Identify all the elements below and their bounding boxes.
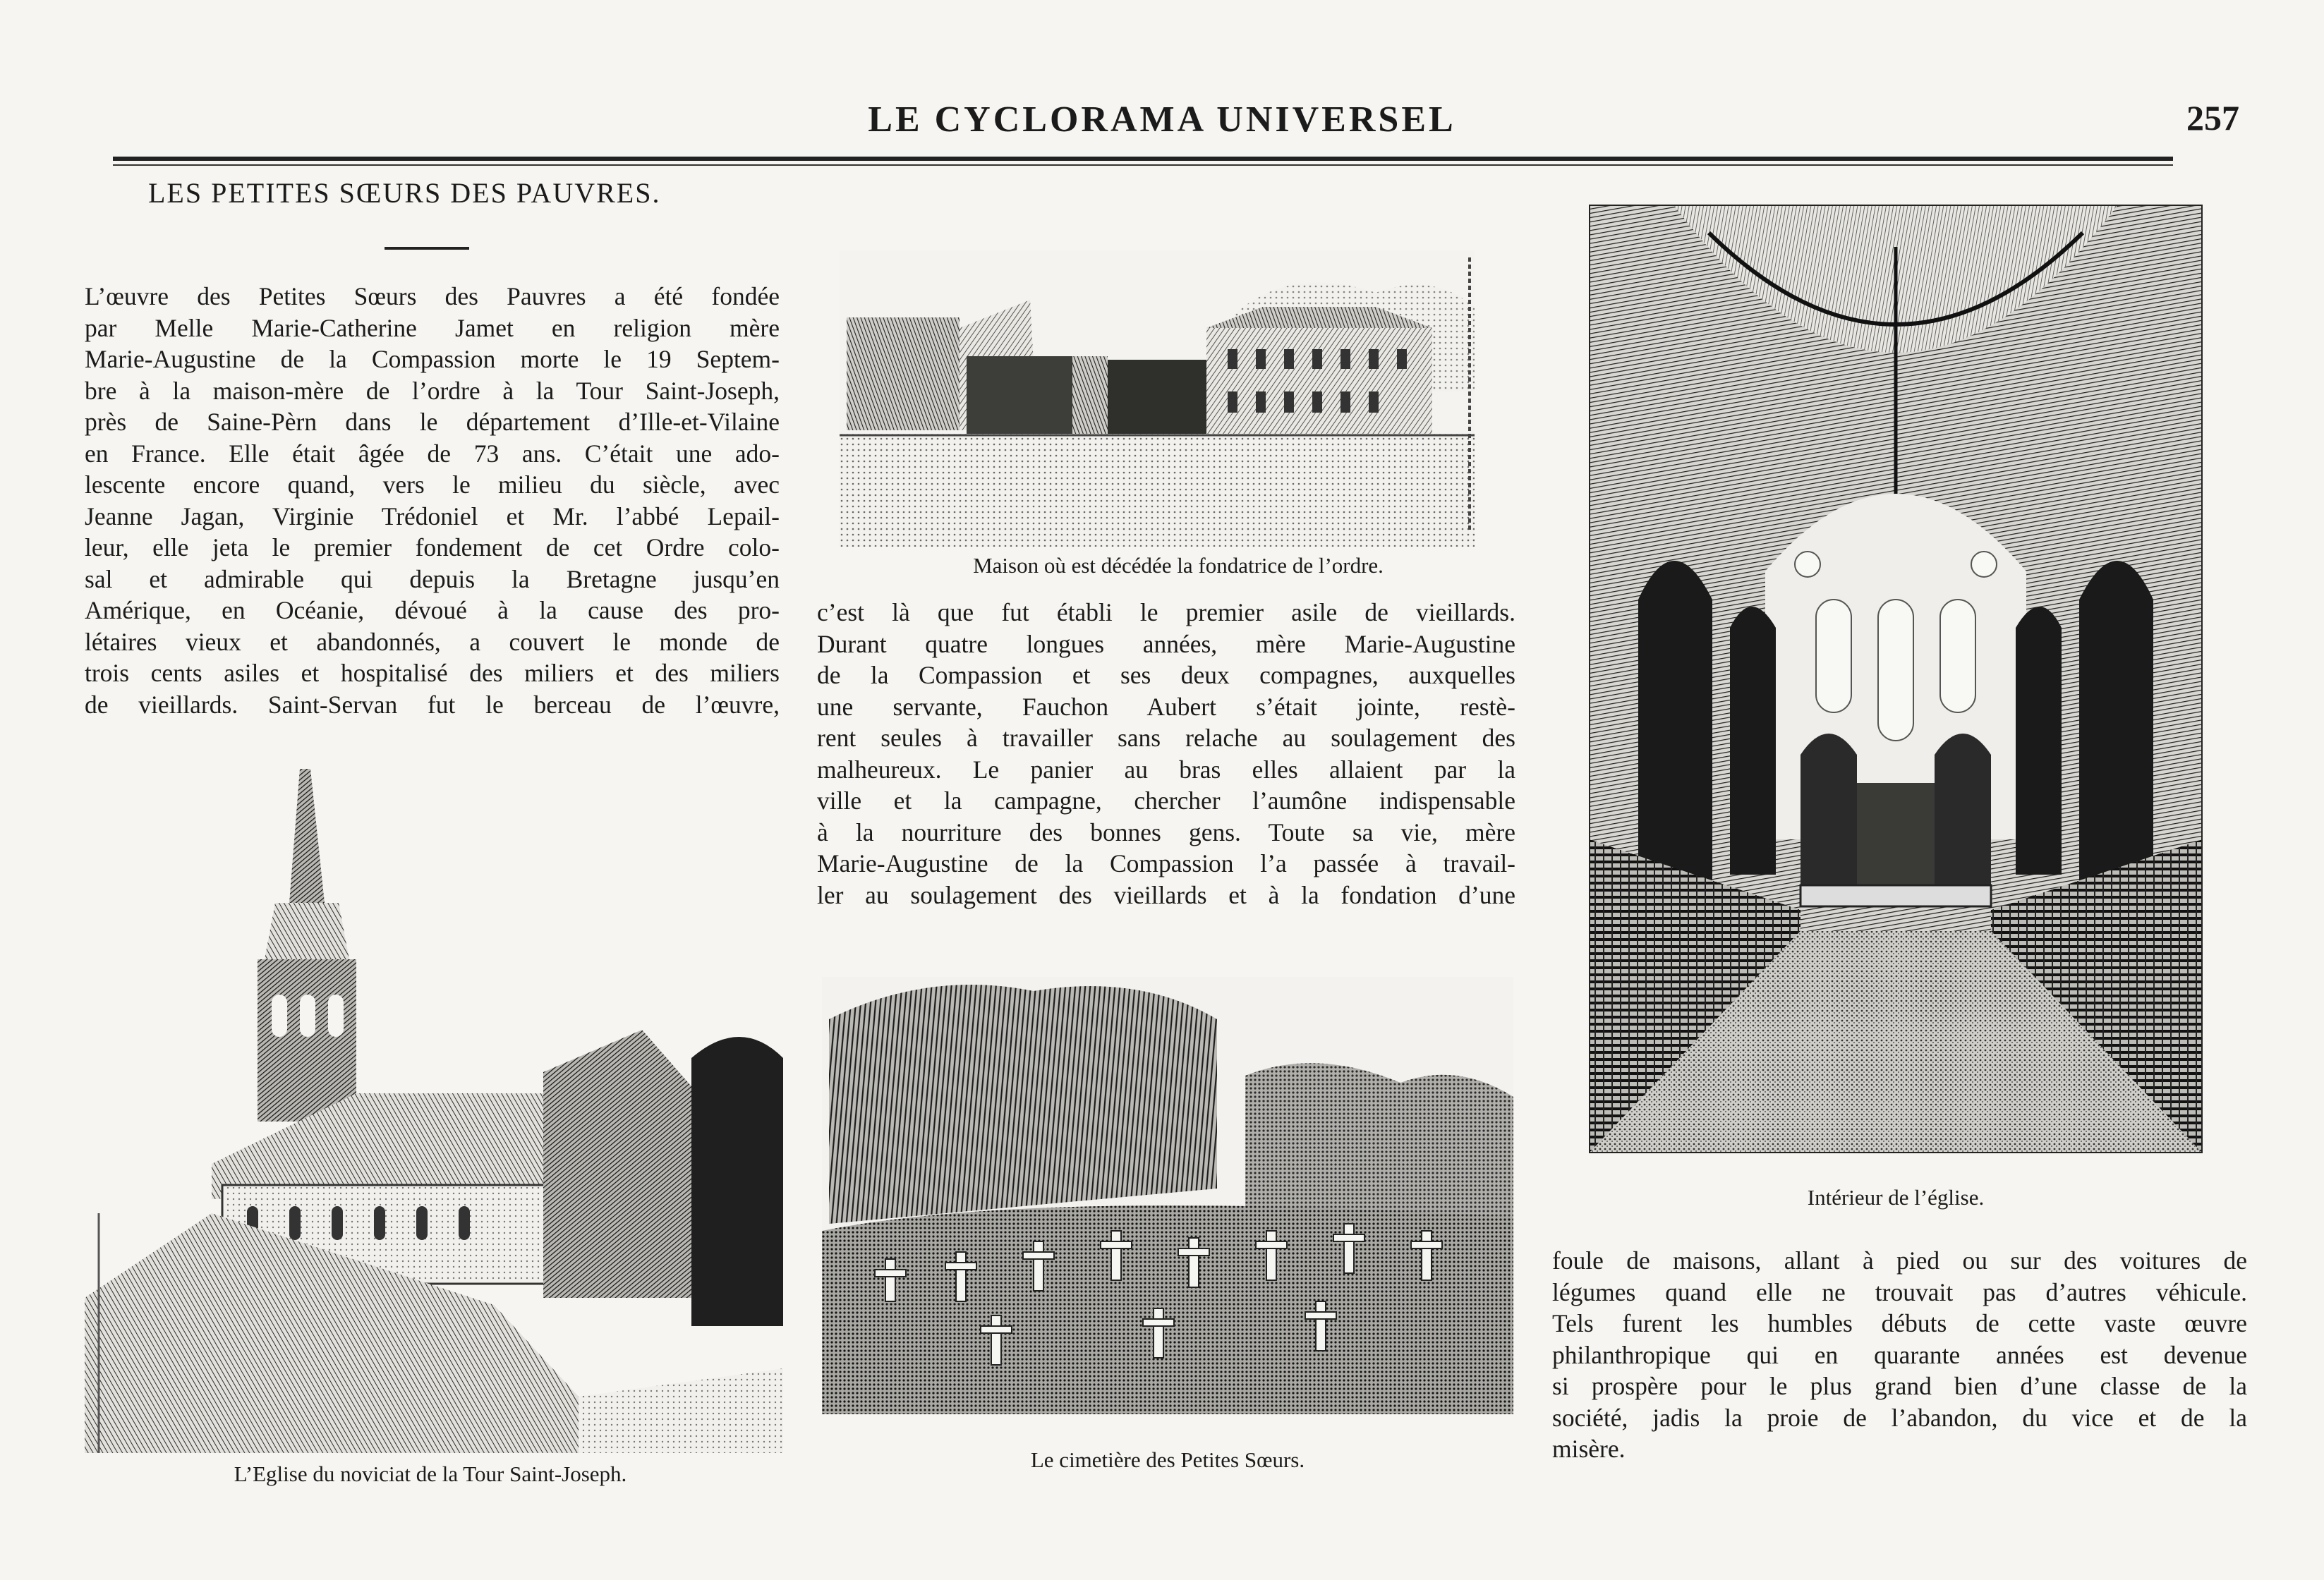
text-column-3 — [1552, 1245, 2247, 1465]
text-line: bre à la maison-mère de l’ordre à la Tour Saint-Joseph, — [85, 376, 780, 405]
text-line: une servante, Fauchon Aubert s’était jointe, restè- — [817, 692, 1515, 721]
page-number: 257 — [2186, 98, 2239, 138]
text-line: légumes quand elle ne trouvait pas d’autres véhicule. — [1552, 1277, 2247, 1306]
text-line: létaires vieux et abandonnés, a couvert le monde de — [85, 627, 780, 656]
text-line: leur, elle jeta le premier fondement de cet Ordre colo- — [85, 533, 780, 561]
text-line: à la nourriture des bonnes gens. Toute sa vie, mère — [817, 818, 1515, 846]
text-line: Tels furent les humbles débuts de cette vaste œuvre — [1552, 1309, 2247, 1337]
text-line: lescente encore quand, vers le milieu du siècle, avec — [85, 470, 780, 499]
text-line: L’œuvre des Petites Sœurs des Pauvres a été fondée — [85, 282, 780, 310]
text-column-1 — [85, 281, 780, 720]
text-line: foule de maisons, allant à pied ou sur des voitures de — [1552, 1246, 2247, 1275]
text-line: trois cents asiles et hospitalisé des miliers et des miliers — [85, 659, 780, 687]
section-heading: LES PETITES SŒURS DES PAUVRES. — [148, 177, 661, 209]
figure-cimetiere — [822, 977, 1513, 1414]
text-line: c’est là que fut établi le premier asile de vieillards. — [817, 598, 1515, 626]
text-line: Marie-Augustine de la Compassion l’a passée à travail- — [817, 849, 1515, 877]
text-line: en France. Elle était âgée de 73 ans. C’était une ado- — [85, 439, 780, 468]
text-line: misère. — [1552, 1435, 1626, 1463]
header-rule-thin — [113, 164, 2173, 166]
text-line: près de Saine-Pèrn dans le département d’Ille-et-Vilaine — [85, 408, 780, 436]
text-line: rent seules à travailler sans relache au soulagement des — [817, 724, 1515, 752]
text-line: par Melle Marie-Catherine Jamet en religion mère — [85, 313, 780, 342]
text-line: sal et admirable qui depuis la Bretagne jusqu’en — [85, 564, 780, 593]
text-line: Marie-Augustine de la Compassion morte le 19 Septem- — [85, 345, 780, 373]
figure-eglise — [85, 762, 783, 1453]
text-line: si prospère pour le plus grand bien d’une classe de la — [1552, 1372, 2247, 1400]
text-line: Durant quatre longues années, mère Marie-Augustine — [817, 629, 1515, 658]
text-line: philanthropique qui en quarante années est devenue — [1552, 1340, 2247, 1369]
text-line: Amérique, en Océanie, dévoué à la cause des pro- — [85, 596, 780, 624]
text-line: ler au soulagement des vieillards et à la fondation d’une — [817, 880, 1515, 909]
text-line: de la Compassion et ses deux compagnes, auxquelles — [817, 661, 1515, 689]
running-title: LE CYCLORAMA UNIVERSEL — [868, 99, 1456, 140]
figure-maison — [840, 250, 1475, 547]
caption-maison: Maison où est décédée la fondatrice de l’ordre. — [973, 553, 1384, 578]
caption-cimetiere: Le cimetière des Petites Sœurs. — [1030, 1447, 1305, 1472]
text-line: de vieillards. Saint-Servan fut le berceau de l’œuvre, — [85, 690, 780, 719]
text-column-2 — [817, 597, 1515, 911]
text-line: Jeanne Jagan, Virginie Trédoniel et Mr. l’abbé Lepail- — [85, 502, 780, 530]
header-rule-thick — [113, 157, 2173, 161]
text-line: malheureux. Le panier au bras elles allaient par la — [817, 755, 1515, 784]
figure-interieur — [1589, 205, 2203, 1153]
caption-eglise: L’Eglise du noviciat de la Tour Saint-Joseph. — [234, 1462, 627, 1486]
text-line: ville et la campagne, chercher l’aumône indispensable — [817, 786, 1515, 815]
heading-dash — [385, 247, 469, 250]
text-line: société, jadis la proie de l’abandon, du vice et de la — [1552, 1403, 2247, 1432]
caption-interieur: Intérieur de l’église. — [1807, 1185, 1985, 1210]
